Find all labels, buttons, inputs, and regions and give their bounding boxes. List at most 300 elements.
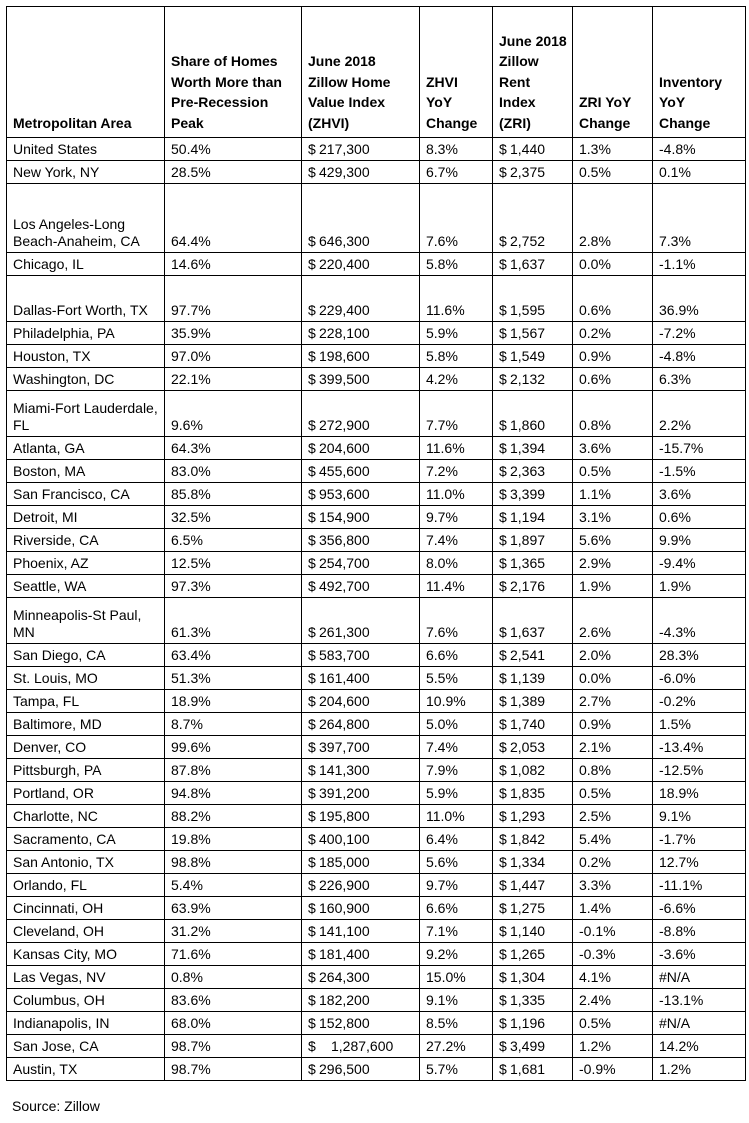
metro-area-cell: Minneapolis-St Paul, MN	[7, 598, 165, 644]
zri-yoy-cell: 2.7%	[573, 690, 653, 713]
currency-symbol: $	[499, 992, 507, 1008]
metro-area-cell: Seattle, WA	[7, 575, 165, 598]
zri-cell	[493, 920, 573, 943]
currency-symbol: $	[499, 348, 507, 364]
inventory-yoy-cell: 0.1%	[653, 161, 746, 184]
zri-cell	[493, 437, 573, 460]
inventory-yoy-cell: 12.7%	[653, 851, 746, 874]
zri-yoy-cell: 0.5%	[573, 1012, 653, 1035]
currency-symbol: $	[499, 946, 507, 962]
zri-cell	[493, 460, 573, 483]
table-row	[7, 1035, 746, 1058]
metro-area-cell: Los Angeles-Long Beach-Anaheim, CA	[7, 184, 165, 253]
currency-value: 2,541	[510, 647, 546, 663]
inventory-yoy-cell: -11.1%	[653, 874, 746, 897]
metro-area-cell: Riverside, CA	[7, 529, 165, 552]
currency-value: 1,637	[510, 256, 546, 272]
header-metropolitan-area: Metropolitan Area	[7, 7, 165, 138]
currency-symbol: $	[499, 463, 507, 479]
currency-value: 226,900	[319, 877, 370, 893]
share-above-peak-cell: 64.3%	[165, 437, 302, 460]
zri-cell	[493, 1058, 573, 1081]
zri-yoy-cell: 2.8%	[573, 184, 653, 253]
metro-area-cell: San Antonio, TX	[7, 851, 165, 874]
zhvi-cell	[302, 1012, 420, 1035]
currency-symbol: $	[499, 325, 507, 341]
share-above-peak-cell: 64.4%	[165, 184, 302, 253]
metro-housing-table	[6, 6, 746, 1081]
currency-symbol: $	[499, 578, 507, 594]
share-above-peak-cell: 28.5%	[165, 161, 302, 184]
zhvi-cell	[302, 138, 420, 161]
zri-cell	[493, 529, 573, 552]
metro-area-cell: San Francisco, CA	[7, 483, 165, 506]
zhvi-cell	[302, 437, 420, 460]
header-inventory-yoy: Inventory YoY Change	[653, 7, 746, 138]
share-above-peak-cell: 99.6%	[165, 736, 302, 759]
share-above-peak-cell: 98.8%	[165, 851, 302, 874]
table-row	[7, 253, 746, 276]
metro-area-cell: San Diego, CA	[7, 644, 165, 667]
share-above-peak-cell: 61.3%	[165, 598, 302, 644]
zri-cell	[493, 161, 573, 184]
currency-symbol: $	[499, 900, 507, 916]
currency-symbol: $	[308, 831, 316, 847]
currency-symbol: $	[308, 624, 316, 640]
currency-symbol: $	[308, 739, 316, 755]
zri-cell	[493, 483, 573, 506]
metro-area-cell: Orlando, FL	[7, 874, 165, 897]
zri-yoy-cell: 3.3%	[573, 874, 653, 897]
metro-area-cell: Tampa, FL	[7, 690, 165, 713]
share-above-peak-cell: 19.8%	[165, 828, 302, 851]
table-row	[7, 506, 746, 529]
zhvi-yoy-cell: 27.2%	[420, 1035, 493, 1058]
currency-symbol: $	[308, 302, 316, 318]
currency-value: 2,132	[510, 371, 546, 387]
inventory-yoy-cell: 36.9%	[653, 276, 746, 322]
inventory-yoy-cell: -7.2%	[653, 322, 746, 345]
currency-symbol: $	[308, 693, 316, 709]
zri-yoy-cell: 2.4%	[573, 989, 653, 1012]
currency-value: 261,300	[319, 624, 370, 640]
currency-value: 1,897	[510, 532, 546, 548]
zhvi-yoy-cell: 7.7%	[420, 391, 493, 437]
currency-value: 1,835	[510, 785, 546, 801]
inventory-yoy-cell: -3.6%	[653, 943, 746, 966]
zhvi-yoy-cell: 8.0%	[420, 552, 493, 575]
share-above-peak-cell: 98.7%	[165, 1035, 302, 1058]
currency-symbol: $	[308, 808, 316, 824]
table-row	[7, 805, 746, 828]
currency-value: 1,140	[510, 923, 546, 939]
zhvi-cell	[302, 161, 420, 184]
metro-area-cell: San Jose, CA	[7, 1035, 165, 1058]
zhvi-cell	[302, 943, 420, 966]
zhvi-cell	[302, 276, 420, 322]
table-row	[7, 759, 746, 782]
currency-symbol: $	[499, 1015, 507, 1031]
currency-value: 229,400	[319, 302, 370, 318]
zri-cell	[493, 828, 573, 851]
zri-cell	[493, 759, 573, 782]
currency-symbol: $	[499, 1061, 507, 1077]
zri-cell	[493, 506, 573, 529]
table-row	[7, 552, 746, 575]
currency-value: 1,304	[510, 969, 546, 985]
table-row	[7, 667, 746, 690]
zhvi-cell	[302, 828, 420, 851]
metro-area-cell: Phoenix, AZ	[7, 552, 165, 575]
inventory-yoy-cell: 14.2%	[653, 1035, 746, 1058]
currency-symbol: $	[499, 877, 507, 893]
currency-value: 1,139	[510, 670, 546, 686]
currency-value: 181,400	[319, 946, 370, 962]
zri-cell	[493, 276, 573, 322]
zri-yoy-cell: 2.0%	[573, 644, 653, 667]
table-row	[7, 782, 746, 805]
zri-yoy-cell: 2.6%	[573, 598, 653, 644]
metro-area-cell: Baltimore, MD	[7, 713, 165, 736]
zri-cell	[493, 782, 573, 805]
table-row	[7, 529, 746, 552]
zhvi-yoy-cell: 5.8%	[420, 345, 493, 368]
currency-value: 264,800	[319, 716, 370, 732]
table-row	[7, 644, 746, 667]
metro-area-cell: Chicago, IL	[7, 253, 165, 276]
metro-area-cell: Portland, OR	[7, 782, 165, 805]
share-above-peak-cell: 35.9%	[165, 322, 302, 345]
zri-cell	[493, 805, 573, 828]
share-above-peak-cell: 9.6%	[165, 391, 302, 437]
currency-value: 2,176	[510, 578, 546, 594]
zhvi-yoy-cell: 8.5%	[420, 1012, 493, 1035]
zhvi-yoy-cell: 7.6%	[420, 598, 493, 644]
inventory-yoy-cell: 0.6%	[653, 506, 746, 529]
currency-symbol: $	[499, 670, 507, 686]
currency-value: 296,500	[319, 1061, 370, 1077]
currency-value: 1,335	[510, 992, 546, 1008]
currency-value: 198,600	[319, 348, 370, 364]
zri-yoy-cell: 4.1%	[573, 966, 653, 989]
zhvi-yoy-cell: 15.0%	[420, 966, 493, 989]
zhvi-yoy-cell: 5.9%	[420, 322, 493, 345]
currency-value: 1,365	[510, 555, 546, 571]
zhvi-yoy-cell: 11.6%	[420, 276, 493, 322]
zri-yoy-cell: 0.2%	[573, 851, 653, 874]
currency-symbol: $	[308, 371, 316, 387]
currency-value: 182,200	[319, 992, 370, 1008]
currency-symbol: $	[308, 417, 316, 433]
zri-cell	[493, 184, 573, 253]
inventory-yoy-cell: -1.7%	[653, 828, 746, 851]
currency-value: 264,300	[319, 969, 370, 985]
currency-symbol: $	[308, 486, 316, 502]
zhvi-yoy-cell: 7.9%	[420, 759, 493, 782]
zri-cell	[493, 897, 573, 920]
table-row	[7, 184, 746, 253]
table-row	[7, 713, 746, 736]
zri-yoy-cell: 0.6%	[573, 276, 653, 322]
currency-value: 391,200	[319, 785, 370, 801]
zri-yoy-cell: 2.9%	[573, 552, 653, 575]
currency-symbol: $	[308, 1015, 316, 1031]
currency-value: 1,595	[510, 302, 546, 318]
share-above-peak-cell: 18.9%	[165, 690, 302, 713]
metro-area-cell: Indianapolis, IN	[7, 1012, 165, 1035]
zri-cell	[493, 989, 573, 1012]
zhvi-cell	[302, 759, 420, 782]
share-above-peak-cell: 6.5%	[165, 529, 302, 552]
zri-yoy-cell: 1.9%	[573, 575, 653, 598]
zhvi-cell	[302, 874, 420, 897]
metro-area-cell: Cincinnati, OH	[7, 897, 165, 920]
inventory-yoy-cell: 18.9%	[653, 782, 746, 805]
zri-yoy-cell: -0.3%	[573, 943, 653, 966]
zri-yoy-cell: 2.5%	[573, 805, 653, 828]
currency-value: 141,100	[319, 923, 370, 939]
zhvi-cell	[302, 184, 420, 253]
zhvi-cell	[302, 598, 420, 644]
currency-value: 3,499	[510, 1038, 546, 1054]
zri-cell	[493, 1012, 573, 1035]
inventory-yoy-cell: 6.3%	[653, 368, 746, 391]
table-row	[7, 345, 746, 368]
inventory-yoy-cell: -0.2%	[653, 690, 746, 713]
metro-area-cell: Miami-Fort Lauderdale, FL	[7, 391, 165, 437]
zhvi-cell	[302, 782, 420, 805]
currency-symbol: $	[308, 141, 316, 157]
table-row	[7, 276, 746, 322]
currency-symbol: $	[308, 670, 316, 686]
zri-yoy-cell: 1.3%	[573, 138, 653, 161]
zhvi-cell	[302, 368, 420, 391]
metro-area-cell: Cleveland, OH	[7, 920, 165, 943]
table-row	[7, 437, 746, 460]
inventory-yoy-cell: 1.2%	[653, 1058, 746, 1081]
metro-area-cell: Las Vegas, NV	[7, 966, 165, 989]
currency-value: 646,300	[319, 233, 370, 249]
zri-cell	[493, 322, 573, 345]
inventory-yoy-cell: -6.6%	[653, 897, 746, 920]
metro-area-cell: Philadelphia, PA	[7, 322, 165, 345]
zhvi-cell	[302, 736, 420, 759]
table-row	[7, 575, 746, 598]
currency-symbol: $	[308, 164, 316, 180]
zhvi-cell	[302, 805, 420, 828]
currency-value: 1,681	[510, 1061, 546, 1077]
table-row	[7, 943, 746, 966]
table-row	[7, 851, 746, 874]
inventory-yoy-cell: 9.1%	[653, 805, 746, 828]
currency-symbol: $	[499, 831, 507, 847]
share-above-peak-cell: 83.6%	[165, 989, 302, 1012]
zri-cell	[493, 736, 573, 759]
inventory-yoy-cell: 7.3%	[653, 184, 746, 253]
zri-yoy-cell: 1.2%	[573, 1035, 653, 1058]
table-row	[7, 897, 746, 920]
currency-symbol: $	[499, 785, 507, 801]
currency-symbol: $	[308, 785, 316, 801]
metro-area-cell: Washington, DC	[7, 368, 165, 391]
share-above-peak-cell: 97.3%	[165, 575, 302, 598]
share-above-peak-cell: 14.6%	[165, 253, 302, 276]
zri-yoy-cell: 5.4%	[573, 828, 653, 851]
share-above-peak-cell: 87.8%	[165, 759, 302, 782]
currency-value: 217,300	[319, 141, 370, 157]
table-row	[7, 1058, 746, 1081]
zhvi-yoy-cell: 9.2%	[420, 943, 493, 966]
zri-yoy-cell: 0.5%	[573, 782, 653, 805]
table-row	[7, 391, 746, 437]
currency-symbol: $	[499, 164, 507, 180]
zhvi-yoy-cell: 11.0%	[420, 483, 493, 506]
zhvi-yoy-cell: 7.2%	[420, 460, 493, 483]
currency-symbol: $	[499, 693, 507, 709]
zri-cell	[493, 368, 573, 391]
zhvi-yoy-cell: 5.6%	[420, 851, 493, 874]
currency-symbol: $	[308, 555, 316, 571]
zri-yoy-cell: 0.0%	[573, 667, 653, 690]
zhvi-cell	[302, 483, 420, 506]
zhvi-cell	[302, 1058, 420, 1081]
currency-symbol: $	[308, 992, 316, 1008]
zri-yoy-cell: 3.1%	[573, 506, 653, 529]
zri-yoy-cell: 0.8%	[573, 391, 653, 437]
metro-area-cell: United States	[7, 138, 165, 161]
zhvi-cell	[302, 851, 420, 874]
currency-value: 228,100	[319, 325, 370, 341]
zhvi-yoy-cell: 7.4%	[420, 736, 493, 759]
currency-symbol: $	[499, 532, 507, 548]
zri-yoy-cell: 1.4%	[573, 897, 653, 920]
table-row	[7, 828, 746, 851]
share-above-peak-cell: 98.7%	[165, 1058, 302, 1081]
table-row	[7, 989, 746, 1012]
zri-cell	[493, 552, 573, 575]
share-above-peak-cell: 0.8%	[165, 966, 302, 989]
currency-value: 185,000	[319, 854, 370, 870]
currency-symbol: $	[499, 371, 507, 387]
currency-symbol: $	[308, 509, 316, 525]
metro-area-cell: Boston, MA	[7, 460, 165, 483]
zhvi-yoy-cell: 7.4%	[420, 529, 493, 552]
inventory-yoy-cell: -1.1%	[653, 253, 746, 276]
currency-symbol: $	[499, 302, 507, 318]
zri-yoy-cell: 0.9%	[573, 345, 653, 368]
currency-symbol: $	[308, 716, 316, 732]
currency-value: 160,900	[319, 900, 370, 916]
currency-value: 195,800	[319, 808, 370, 824]
currency-symbol: $	[499, 233, 507, 249]
table-row	[7, 966, 746, 989]
currency-value: 1,265	[510, 946, 546, 962]
zhvi-cell	[302, 460, 420, 483]
zhvi-cell	[302, 1035, 420, 1058]
share-above-peak-cell: 12.5%	[165, 552, 302, 575]
currency-value: 1,196	[510, 1015, 546, 1031]
currency-value: 455,600	[319, 463, 370, 479]
zri-yoy-cell: 0.6%	[573, 368, 653, 391]
header-zri-yoy: ZRI YoY Change	[573, 7, 653, 138]
currency-value: 1,275	[510, 900, 546, 916]
currency-value: 204,600	[319, 440, 370, 456]
share-above-peak-cell: 88.2%	[165, 805, 302, 828]
currency-value: 1,860	[510, 417, 546, 433]
zhvi-cell	[302, 920, 420, 943]
inventory-yoy-cell: 1.9%	[653, 575, 746, 598]
table-row	[7, 598, 746, 644]
share-above-peak-cell: 32.5%	[165, 506, 302, 529]
zhvi-yoy-cell: 7.1%	[420, 920, 493, 943]
zhvi-yoy-cell: 11.6%	[420, 437, 493, 460]
zri-yoy-cell: -0.9%	[573, 1058, 653, 1081]
currency-value: 220,400	[319, 256, 370, 272]
currency-value: 254,700	[319, 555, 370, 571]
currency-symbol: $	[308, 325, 316, 341]
table-row	[7, 736, 746, 759]
currency-value: 953,600	[319, 486, 370, 502]
metro-area-cell: Denver, CO	[7, 736, 165, 759]
share-above-peak-cell: 5.4%	[165, 874, 302, 897]
zri-yoy-cell: 3.6%	[573, 437, 653, 460]
zhvi-yoy-cell: 9.7%	[420, 506, 493, 529]
currency-value: 1,334	[510, 854, 546, 870]
currency-symbol: $	[499, 256, 507, 272]
metro-area-cell: Austin, TX	[7, 1058, 165, 1081]
zri-cell	[493, 851, 573, 874]
metro-area-cell: Columbus, OH	[7, 989, 165, 1012]
currency-value: 1,287,600	[331, 1038, 394, 1054]
inventory-yoy-cell: -13.1%	[653, 989, 746, 1012]
currency-value: 400,100	[319, 831, 370, 847]
zhvi-yoy-cell: 4.2%	[420, 368, 493, 391]
currency-symbol: $	[308, 463, 316, 479]
currency-symbol: $	[308, 762, 316, 778]
header-share-above-peak: Share of Homes Worth More than Pre-Recession Peak	[165, 7, 302, 138]
currency-symbol: $	[308, 900, 316, 916]
zhvi-cell	[302, 897, 420, 920]
currency-value: 1,447	[510, 877, 546, 893]
currency-symbol: $	[499, 440, 507, 456]
currency-value: 161,400	[319, 670, 370, 686]
currency-symbol: $	[499, 1038, 507, 1054]
zhvi-yoy-cell: 7.6%	[420, 184, 493, 253]
inventory-yoy-cell: 2.2%	[653, 391, 746, 437]
currency-symbol: $	[499, 716, 507, 732]
inventory-yoy-cell: 9.9%	[653, 529, 746, 552]
currency-symbol: $	[499, 808, 507, 824]
zri-yoy-cell: 2.1%	[573, 736, 653, 759]
zri-yoy-cell: 0.5%	[573, 161, 653, 184]
currency-value: 399,500	[319, 371, 370, 387]
zri-yoy-cell: 0.5%	[573, 460, 653, 483]
currency-value: 1,394	[510, 440, 546, 456]
zhvi-cell	[302, 667, 420, 690]
currency-symbol: $	[499, 417, 507, 433]
share-above-peak-cell: 68.0%	[165, 1012, 302, 1035]
metro-area-cell: Sacramento, CA	[7, 828, 165, 851]
currency-symbol: $	[308, 440, 316, 456]
source-note: Source: Zillow	[12, 1098, 100, 1114]
header-zhvi-yoy: ZHVI YoY Change	[420, 7, 493, 138]
share-above-peak-cell: 94.8%	[165, 782, 302, 805]
currency-symbol: $	[499, 141, 507, 157]
zhvi-cell	[302, 644, 420, 667]
inventory-yoy-cell: -4.8%	[653, 345, 746, 368]
zri-cell	[493, 874, 573, 897]
currency-symbol: $	[308, 647, 316, 663]
